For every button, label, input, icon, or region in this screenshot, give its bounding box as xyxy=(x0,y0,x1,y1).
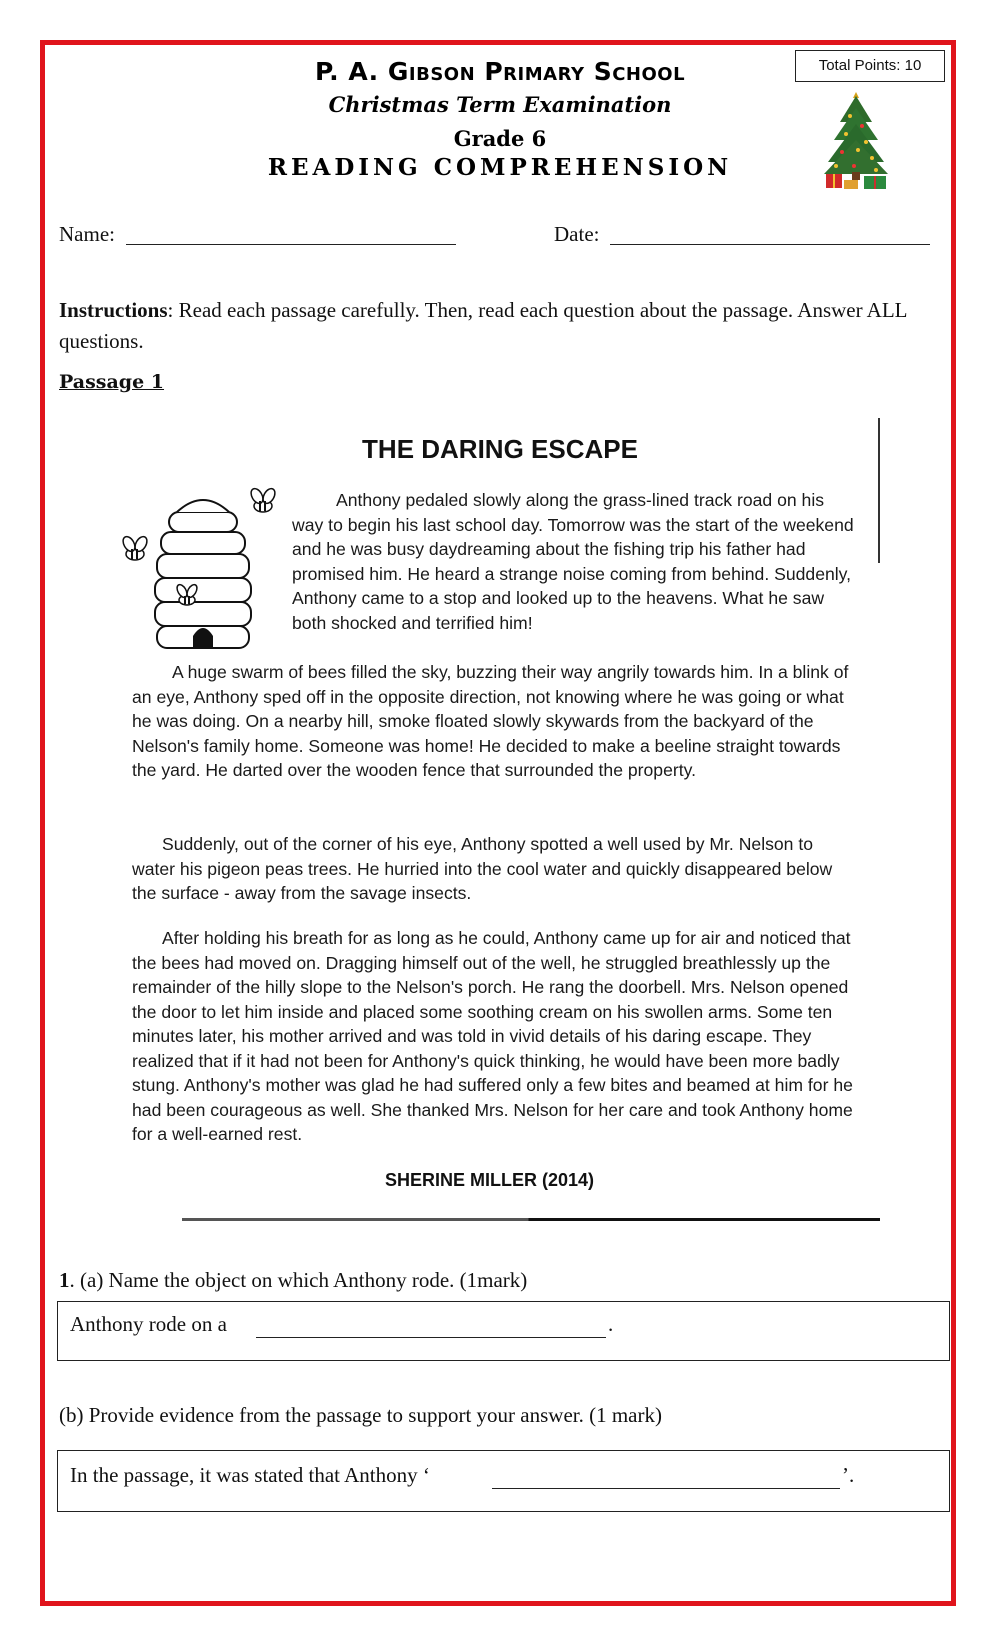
date-label: Date: xyxy=(554,222,600,246)
question-1-number: 1 xyxy=(59,1268,70,1292)
name-input-line[interactable] xyxy=(126,244,456,245)
instructions-text: : Read each passage carefully. Then, read each question about the passage. Answer ALL questions. xyxy=(59,298,907,353)
passage-paragraph-4: After holding his breath for as long as he could, Anthony came up for air and noticed that the bees had moved on. Dragging himself out of the well, he struggled breathlessly up the remainder of the hilly slope to the Nelson's porch. He rang the doorbell. Mrs. Nelson opened the door to let him inside and placed some soothing cream on his swollen arms. Some ten minutes later, his mother arrived and was told in vivid details of his daring escape. They realized that if it had not been for Anthony's quick thinking, he would have been more badly stung. Anthony's mother was glad he had suffered only a few bites and beamed at him for he had been courageous as well. She thanked Mrs. Nelson for her care and took Anthony home for a well-earned rest. xyxy=(132,928,853,1144)
subject-title: READING COMPREHENSION xyxy=(267,154,733,181)
passage-title: THE DARING ESCAPE xyxy=(362,434,638,464)
passage-paragraph-3: Suddenly, out of the corner of his eye, Anthony spotted a well used by Mr. Nelson to water his pigeon peas trees. He hurried into the cool water and quickly disappeared below the surface - away from the savage insects. xyxy=(132,834,833,903)
school-name: P. A. Gibson Primary School xyxy=(314,57,686,86)
total-points-box: Total Points: 10 xyxy=(795,50,945,82)
passage-paragraph-1: Anthony pedaled slowly along the grass-lined track road on his way to begin his last school day. Tomorrow was the start of the weekend and he was busy daydreaming about the fishing trip his father had promised him. He heard a strange noise coming from behind. Suddenly, Anthony came to a stop and looked up to the heavens. What he saw both shocked and terrified him! xyxy=(292,490,854,633)
answer-1b-input-line[interactable] xyxy=(492,1488,840,1489)
name-label: Name: xyxy=(59,222,115,246)
question-1a-text: . (a) Name the object on which Anthony rode. (1mark) xyxy=(69,1268,528,1292)
beehive-icon xyxy=(115,482,285,654)
passage-author: SHERINE MILLER (2014) xyxy=(385,1170,595,1190)
page-border xyxy=(40,40,956,1606)
question-1a xyxy=(59,1268,527,1293)
answer-1a-suffix: . xyxy=(608,1312,614,1336)
grade-level: Grade 6 xyxy=(453,126,547,151)
instructions-label: Instructions xyxy=(59,298,168,322)
instructions xyxy=(59,295,939,357)
answer-1b-suffix: ’. xyxy=(842,1463,855,1487)
passage-end-rule xyxy=(132,1218,880,1221)
answer-1a-input-line[interactable] xyxy=(256,1337,606,1338)
answer-1b-prefix: In the passage, it was stated that Anthony ‘ xyxy=(70,1463,430,1487)
passage-label: Passage 1 xyxy=(59,371,165,393)
answer-box-1b xyxy=(57,1450,950,1512)
exam-title: Christmas Term Examination xyxy=(328,92,672,117)
christmas-tree-icon xyxy=(820,86,892,190)
question-1b-text: (b) Provide evidence from the passage to support your answer. (1 mark) xyxy=(59,1403,662,1427)
passage-divider xyxy=(878,418,880,563)
passage-paragraph-2: A huge swarm of bees filled the sky, buzzing their way angrily towards him. In a blink of an eye, Anthony sped off in the opposite direction, not knowing where he was going or what he was doing. On a nearby hill, smoke floated slowly skywards from the backyard of the Nelson's family home. Someone was home! He decided to make a beeline straight towards the yard. He darted over the wooden fence that surrounded the property. xyxy=(132,662,849,780)
answer-1a-prefix: Anthony rode on a xyxy=(70,1312,227,1336)
date-input-line[interactable] xyxy=(610,244,930,245)
answer-box-1a xyxy=(57,1301,950,1361)
